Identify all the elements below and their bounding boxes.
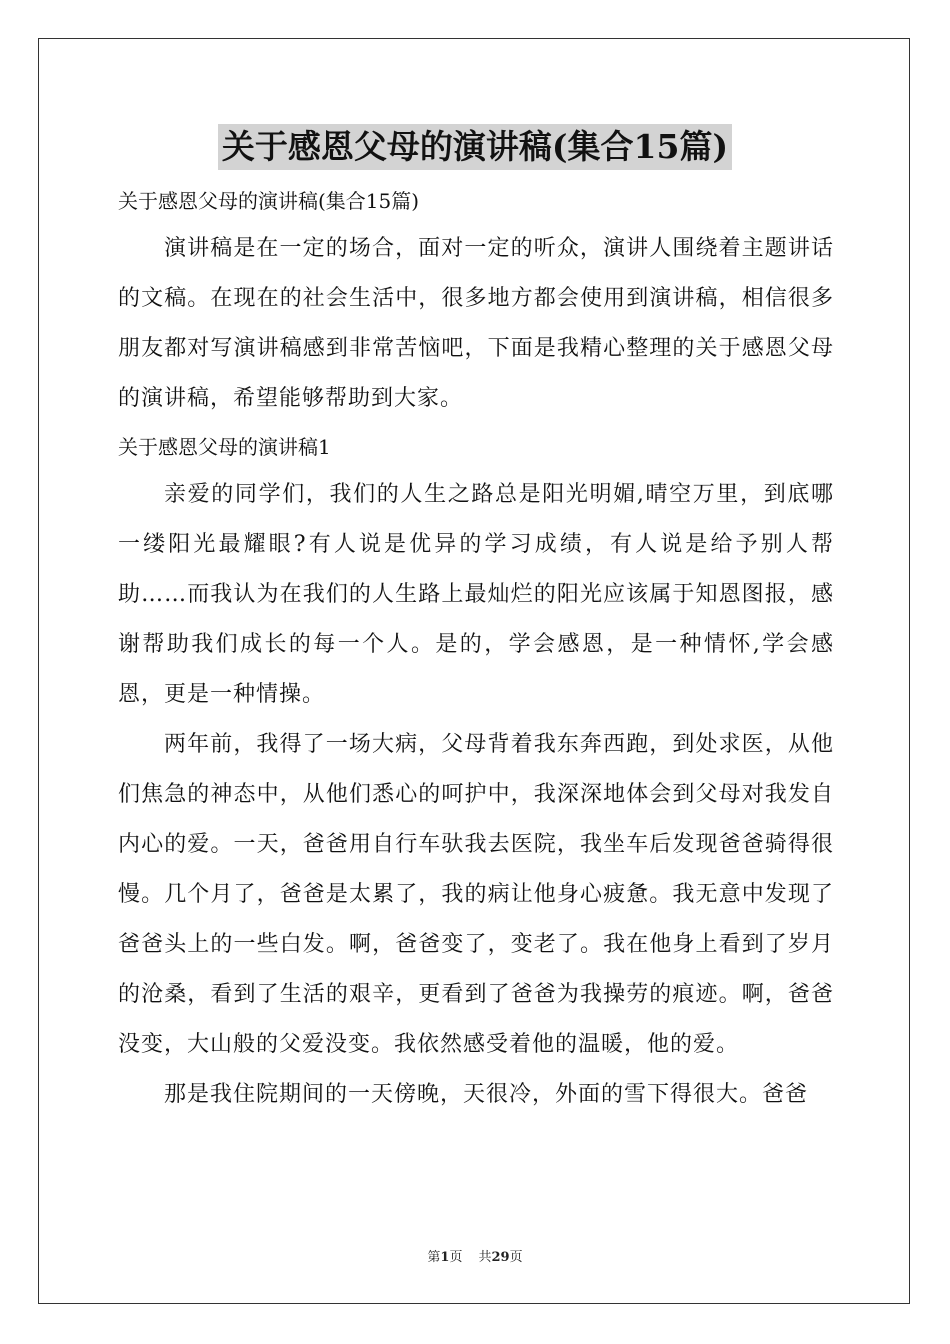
page-footer bbox=[0, 1246, 950, 1265]
total-suffix: 页 bbox=[509, 1250, 523, 1265]
body-paragraph: 亲爱的同学们，我们的人生之路总是阳光明媚,晴空万里，到底哪一缕阳光最耀眼?有人说是优异的学习成绩，有人说是给予别人帮助……而我认为在我们的人生路上最灿烂的阳光应该属于知恩图报，感谢帮助我们成长的每一个人。是的，学会感恩，是一种情怀,学会感恩，更是一种情操。 bbox=[118, 482, 834, 707]
document-body bbox=[118, 178, 834, 1120]
page-current: 1 bbox=[440, 1250, 450, 1265]
page-prefix: 第 bbox=[427, 1250, 441, 1265]
title-container bbox=[0, 124, 950, 170]
section-heading: 关于感恩父母的演讲稿1 bbox=[118, 435, 331, 459]
intro-paragraph: 演讲稿是在一定的场合，面对一定的听众，演讲人围绕着主题讲话的文稿。在现在的社会生活中，很多地方都会使用到演讲稿，相信很多朋友都对写演讲稿感到非常苦恼吧，下面是我精心整理的关于感恩父母的演讲稿，希望能够帮助到大家。 bbox=[118, 236, 834, 411]
body-paragraph: 两年前，我得了一场大病，父母背着我东奔西跑，到处求医，从他们焦急的神态中，从他们悉心的呵护中，我深深地体会到父母对我发自内心的爱。一天，爸爸用自行车驮我去医院，我坐车后发现爸爸骑得很慢。几个月了，爸爸是太累了，我的病让他身心疲惫。我无意中发现了爸爸头上的一些白发。啊，爸爸变了，变老了。我在他身上看到了岁月的沧桑，看到了生活的艰辛，更看到了爸爸为我操劳的痕迹。啊，爸爸没变，大山般的父爱没变。我依然感受着他的温暖，他的爱。 bbox=[118, 732, 834, 1057]
page-suffix: 页 bbox=[449, 1250, 463, 1265]
page-total: 29 bbox=[491, 1250, 510, 1265]
document-title: 关于感恩父母的演讲稿(集合15篇) bbox=[218, 124, 732, 170]
body-paragraph: 那是我住院期间的一天傍晚，天很冷，外面的雪下得很大。爸爸 bbox=[164, 1082, 809, 1107]
document-subtitle: 关于感恩父母的演讲稿(集合15篇) bbox=[118, 189, 420, 213]
total-prefix: 共 bbox=[478, 1250, 492, 1265]
